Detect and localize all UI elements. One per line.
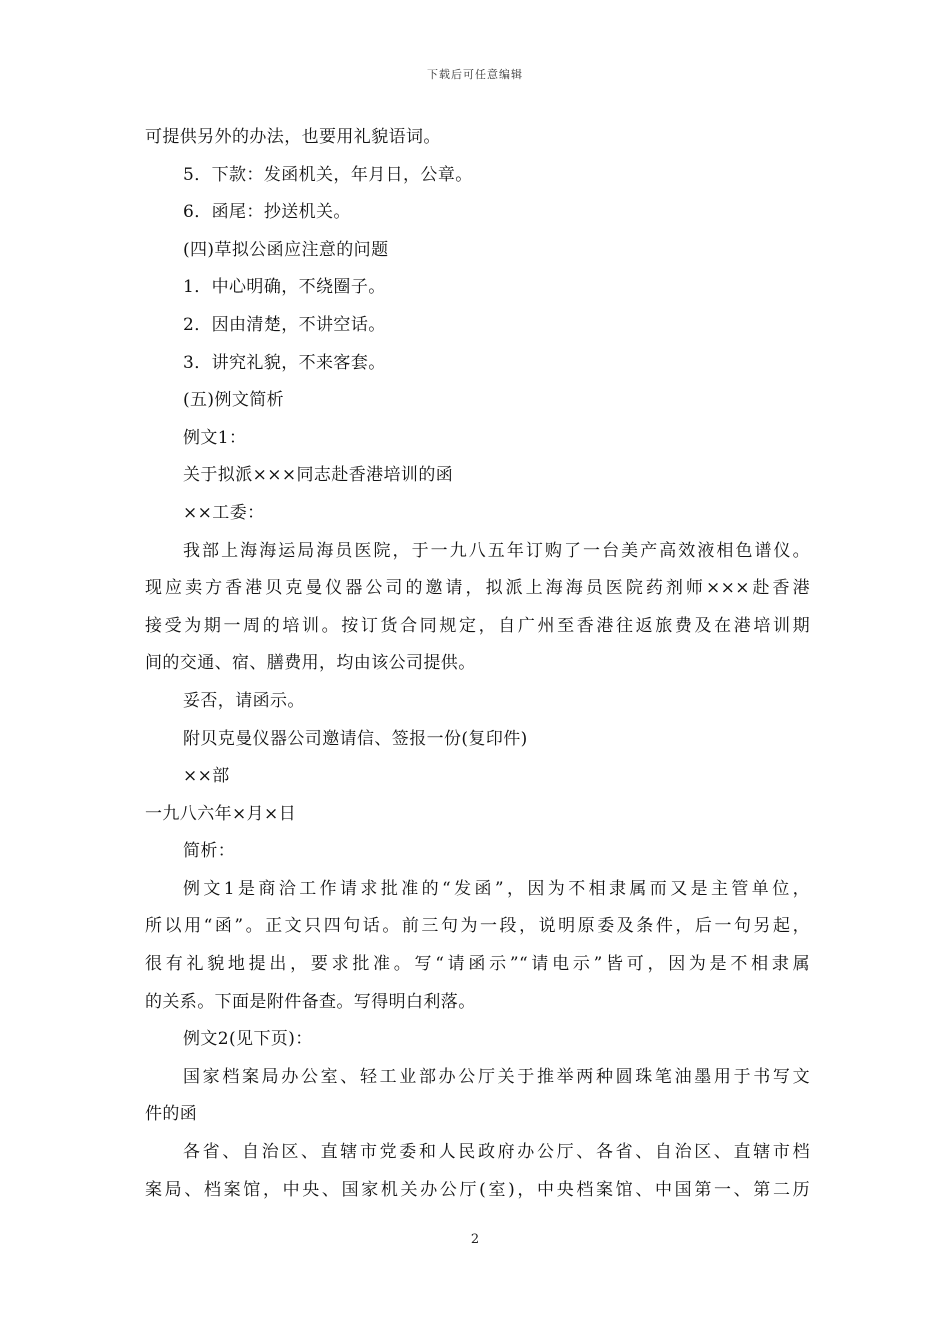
text-line: 5．下款：发函机关，年月日，公章。 (183, 164, 473, 185)
attachment-line: 附贝克曼仪器公司邀请信、签报一份(复印件) (183, 728, 528, 749)
text-line: 6．函尾：抄送机关。 (183, 202, 351, 223)
example-label: 例文2(见下页)： (183, 1029, 313, 1050)
text-line: 各省、自治区、直辖市党委和人民政府办公厅、各省、自治区、直辖市档 (183, 1142, 810, 1163)
text-line: 间的交通、宿、膳费用，均由该公司提供。 (145, 653, 476, 674)
document-body (145, 119, 810, 1209)
text-line: 我部上海海运局海员医院，于一九八五年订购了一台美产高效液相色谱仪。 (183, 540, 810, 561)
text-line: 很有礼貌地提出，要求批准。写“请函示”“请电示”皆可，因为是不相隶属 (145, 954, 810, 975)
text-line: 可提供另外的办法，也要用礼貌语词。 (145, 127, 441, 147)
page-number: 2 (470, 1232, 480, 1247)
recipient-line: ××工委： (183, 502, 265, 523)
text-line: 妥否，请函示。 (183, 690, 305, 711)
text-line: 例文1是商洽工作请求批准的“发函”，因为不相隶属而又是主管单位， (183, 878, 810, 899)
text-line: 2．因由清楚，不讲空话。 (183, 314, 386, 335)
date-line: 一九八六年×月×日 (145, 803, 297, 824)
text-line: 案局、档案馆，中央、国家机关办公厅(室)，中央档案馆、中国第一、第二历 (145, 1179, 810, 1200)
example-title: 国家档案局办公室、轻工业部办公厅关于推举两种圆珠笔油墨用于书写文 (183, 1066, 810, 1087)
text-line: 3．讲究礼貌，不来客套。 (183, 352, 386, 373)
text-line: 所以用“函”。正文只四句话。前三句为一段，说明原委及条件，后一句另起， (145, 916, 810, 937)
analysis-label: 简析： (183, 841, 236, 862)
sender-line: ××部 (183, 766, 230, 787)
section-heading: (五)例文简析 (183, 390, 285, 411)
page-header: 下载后可任意编辑 (427, 68, 523, 81)
section-heading: (四)草拟公函应注意的问题 (183, 239, 389, 260)
example-title: 关于拟派×××同志赴香港培训的函 (183, 465, 454, 486)
text-line: 1．中心明确，不绕圈子。 (183, 277, 386, 298)
text-line: 接受为期一周的培训。按订货合同规定，自广州至香港往返旅费及在港培训期 (145, 615, 810, 636)
text-line: 的关系。下面是附件备查。写得明白利落。 (145, 991, 476, 1012)
example-label: 例文1： (183, 427, 247, 448)
text-line: 现应卖方香港贝克曼仪器公司的邀请，拟派上海海员医院药剂师×××赴香港 (145, 578, 810, 599)
example-title-continued: 件的函 (145, 1104, 198, 1125)
